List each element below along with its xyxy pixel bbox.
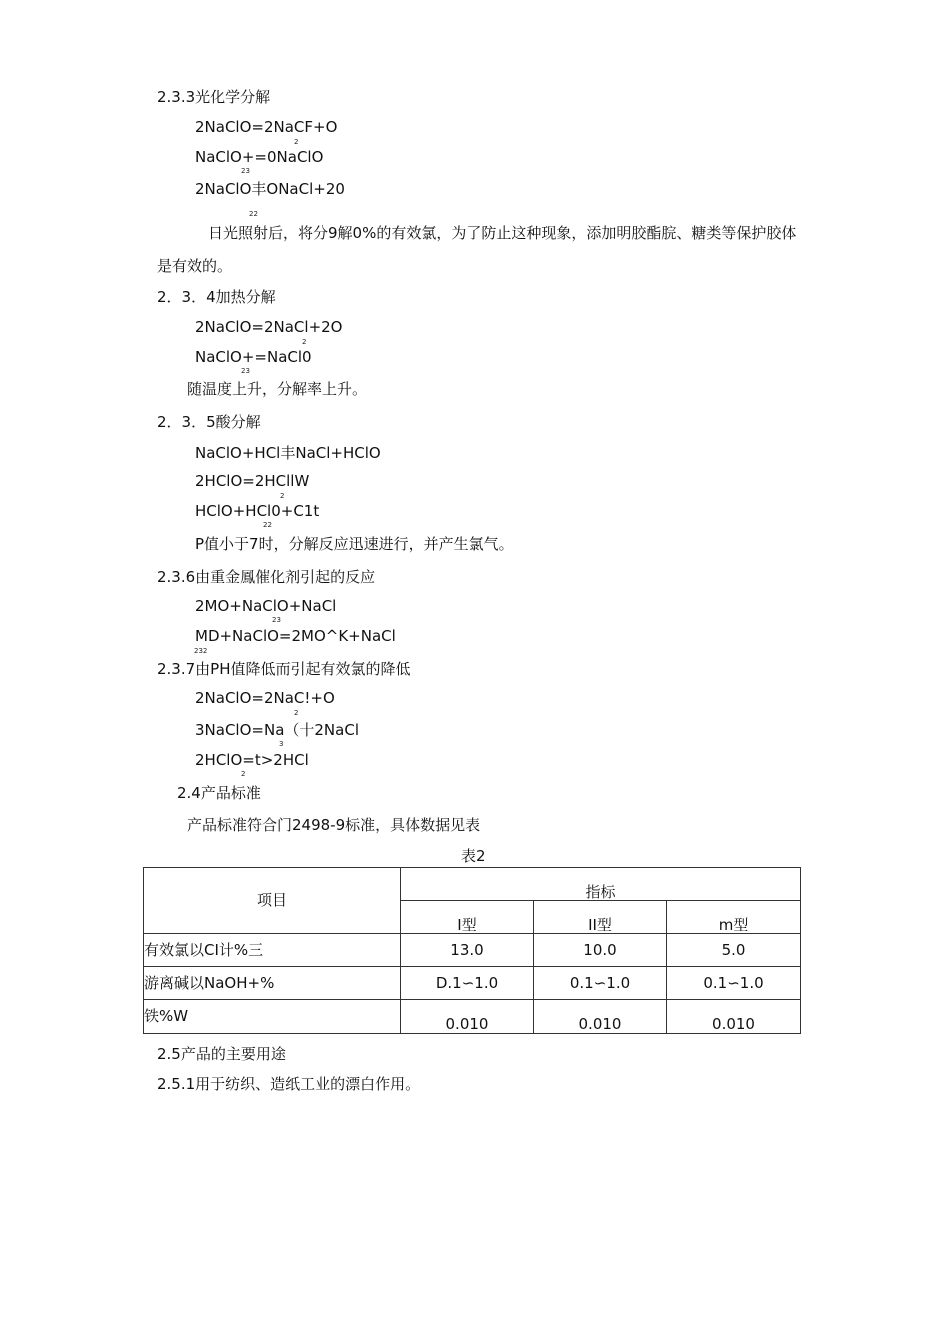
header-item: 项目 — [144, 868, 401, 934]
section-heading-2-3-5: 2．3．5酸分解 — [157, 413, 261, 431]
equation-subscript: 23 — [241, 167, 250, 175]
section-heading-2-3-4: 2．3．4加热分解 — [157, 288, 276, 306]
equation-subscript: 232 — [194, 647, 208, 655]
equation-subscript: 22 — [263, 521, 272, 529]
equation-subscript: 2 — [241, 770, 246, 778]
equation-subscript: 2 — [302, 338, 307, 346]
header-type: m型 — [667, 901, 801, 934]
equation: 2NaClO=2NaCl+2O — [195, 318, 343, 336]
cell-value: 0.010 — [667, 1000, 801, 1034]
table-caption: 表2 — [461, 847, 486, 865]
equation: 3NaClO=Na（十2NaCl — [195, 721, 359, 739]
table-row — [144, 1000, 801, 1034]
section-heading-2-3-7: 2.3.7由PH值降低而引起有效氯的降低 — [157, 660, 411, 678]
table-row — [144, 967, 801, 1000]
equation: 2HClO=t>2HCl — [195, 751, 309, 769]
equation: NaClO+=0NaClO — [195, 148, 324, 166]
note: 随温度上升，分解率上升。 — [187, 380, 368, 398]
equation-subscript: 22 — [249, 210, 258, 218]
section-heading-2-4: 2.4产品标准 — [177, 784, 261, 802]
equation-subscript: 23 — [272, 616, 281, 624]
equation-subscript: 3 — [279, 740, 284, 748]
section-heading-2-3-3: 2.3.3光化学分解 — [157, 88, 271, 106]
cell-value: 0.1∽1.0 — [534, 967, 667, 1000]
equation-subscript: 23 — [241, 367, 250, 375]
equation: MD+NaClO=2MO^K+NaCl — [195, 627, 396, 645]
cell-value: D.1∽1.0 — [401, 967, 534, 1000]
paragraph-line: 日光照射后，将分9解0%的有效氯，为了防止这种现象，添加明胶酯脘、糖类等保护胶体 — [208, 224, 797, 242]
header-type: I型 — [401, 901, 534, 934]
table-intro: 产品标准符合门2498-9标准，具体数据见表 — [187, 816, 481, 834]
list-item: 2.5.1用于纺织、造纸工业的漂白作用。 — [157, 1075, 421, 1093]
equation-subscript: 2 — [280, 492, 285, 500]
header-type: II型 — [534, 901, 667, 934]
equation: HClO+HCl0+C1t — [195, 502, 320, 520]
section-heading-2-3-6: 2.3.6由重金鳳催化剂引起的反应 — [157, 568, 376, 586]
equation: 2NaClO=2NaCF+O — [195, 118, 338, 136]
cell-value: 10.0 — [534, 934, 667, 967]
table-row — [144, 934, 801, 967]
equation: 2NaClO=2NaC!+O — [195, 689, 335, 707]
cell-value: 0.010 — [401, 1000, 534, 1034]
note: P值小于7时，分解反应迅速进行，并产生氯气。 — [195, 535, 514, 553]
cell-value: 0.010 — [534, 1000, 667, 1034]
header-index: 指标 — [401, 868, 801, 901]
paragraph-line: 是有效的。 — [157, 257, 233, 275]
equation: 2HClO=2HCllW — [195, 472, 310, 490]
row-label: 有效氯以CI计%三 — [144, 934, 401, 967]
cell-value: 13.0 — [401, 934, 534, 967]
equation-subscript: 2 — [294, 138, 299, 146]
cell-value: 5.0 — [667, 934, 801, 967]
equation: 2MO+NaClO+NaCl — [195, 597, 337, 615]
spec-table — [143, 867, 801, 1034]
equation: NaClO+=NaCl0 — [195, 348, 312, 366]
row-label: 游离碱以NaOH+% — [144, 967, 401, 1000]
equation: 2NaClO丰ONaCl+20 — [195, 180, 345, 198]
section-heading-2-5: 2.5产品的主要用途 — [157, 1045, 286, 1063]
equation: NaClO+HCl丰NaCl+HClO — [195, 444, 381, 462]
row-label: 铁%W — [144, 1000, 401, 1034]
cell-value: 0.1∽1.0 — [667, 967, 801, 1000]
equation-subscript: 2 — [294, 709, 299, 717]
